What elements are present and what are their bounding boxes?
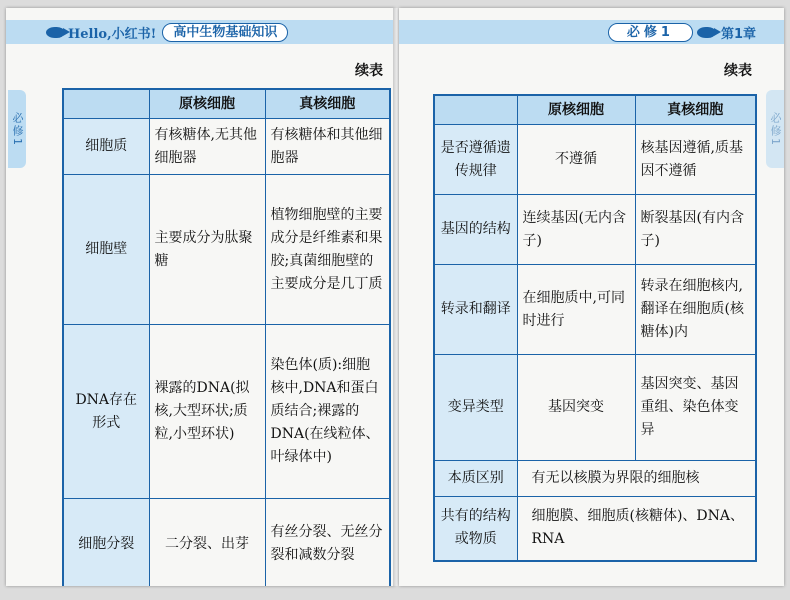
fish-logo-icon xyxy=(697,27,715,38)
book-title: 高中生物基础知识 xyxy=(162,23,288,42)
prokaryote-cell: 裸露的DNA(拟核,大型环状;质粒,小型环状) xyxy=(149,325,265,499)
left-page xyxy=(6,8,395,586)
fish-logo-icon xyxy=(46,27,64,38)
table-row xyxy=(434,355,756,461)
row-label: 变异类型 xyxy=(434,355,517,461)
eukaryote-cell: 断裂基因(有内含子) xyxy=(635,195,756,265)
table-row xyxy=(434,125,756,195)
eukaryote-cell: 有核糖体和其他细胞器 xyxy=(265,119,390,175)
row-label: 基因的结构 xyxy=(434,195,517,265)
table-header-row xyxy=(434,95,756,125)
eukaryote-cell: 核基因遵循,质基因不遵循 xyxy=(635,125,756,195)
right-page xyxy=(399,8,784,586)
table-header-row xyxy=(63,89,390,119)
required-course-label: 必修1 xyxy=(608,23,693,42)
header-prokaryote: 原核细胞 xyxy=(517,95,635,125)
merged-cell: 细胞膜、细胞质(核糖体)、DNA、RNA xyxy=(517,497,756,561)
prokaryote-cell: 基因突变 xyxy=(517,355,635,461)
merged-cell: 有无以核膜为界限的细胞核 xyxy=(517,461,756,497)
row-label: 本质区别 xyxy=(434,461,517,497)
table-row xyxy=(434,195,756,265)
prokaryote-cell: 不遵循 xyxy=(517,125,635,195)
header-eukaryote: 真核细胞 xyxy=(265,89,390,119)
continued-label: 续表 xyxy=(355,63,383,79)
book-header xyxy=(46,22,288,42)
table-row xyxy=(434,497,756,561)
header-empty xyxy=(63,89,149,119)
table-row xyxy=(63,325,390,499)
row-label: 细胞质 xyxy=(63,119,149,175)
prokaryote-cell: 有核糖体,无其他细胞器 xyxy=(149,119,265,175)
prokaryote-cell: 二分裂、出芽 xyxy=(149,499,265,587)
eukaryote-cell: 植物细胞壁的主要成分是纤维素和果胶;真菌细胞壁的主要成分是几丁质 xyxy=(265,175,390,325)
row-label: 是否遵循遗传规律 xyxy=(434,125,517,195)
header-eukaryote: 真核细胞 xyxy=(635,95,756,125)
eukaryote-cell: 转录在细胞核内,翻译在细胞质(核糖体)内 xyxy=(635,265,756,355)
brand-name: Hello,小红书! xyxy=(68,26,157,42)
header-empty xyxy=(434,95,517,125)
table-row xyxy=(434,461,756,497)
continued-label: 续表 xyxy=(724,63,752,79)
table-row xyxy=(63,499,390,587)
side-tab: 必修1 xyxy=(766,90,784,168)
row-label: 转录和翻译 xyxy=(434,265,517,355)
chapter-label: 第1章 xyxy=(720,26,756,42)
table-row xyxy=(63,175,390,325)
header-prokaryote: 原核细胞 xyxy=(149,89,265,119)
eukaryote-cell: 基因突变、基因重组、染色体变异 xyxy=(635,355,756,461)
table-row xyxy=(63,119,390,175)
row-label: 细胞分裂 xyxy=(63,499,149,587)
side-tab: 必修1 xyxy=(8,90,26,168)
eukaryote-cell: 染色体(质):细胞核中,DNA和蛋白质结合;裸露的DNA(在线粒体、叶绿体中) xyxy=(265,325,390,499)
comparison-table xyxy=(433,94,757,562)
prokaryote-cell: 主要成分为肽聚糖 xyxy=(149,175,265,325)
row-label: 细胞壁 xyxy=(63,175,149,325)
prokaryote-cell: 连续基因(无内含子) xyxy=(517,195,635,265)
table-row xyxy=(434,265,756,355)
row-label: DNA存在形式 xyxy=(63,325,149,499)
comparison-table xyxy=(62,88,391,586)
prokaryote-cell: 在细胞质中,可同时进行 xyxy=(517,265,635,355)
chapter-header xyxy=(608,22,756,42)
row-label: 共有的结构或物质 xyxy=(434,497,517,561)
eukaryote-cell: 有丝分裂、无丝分裂和减数分裂 xyxy=(265,499,390,587)
